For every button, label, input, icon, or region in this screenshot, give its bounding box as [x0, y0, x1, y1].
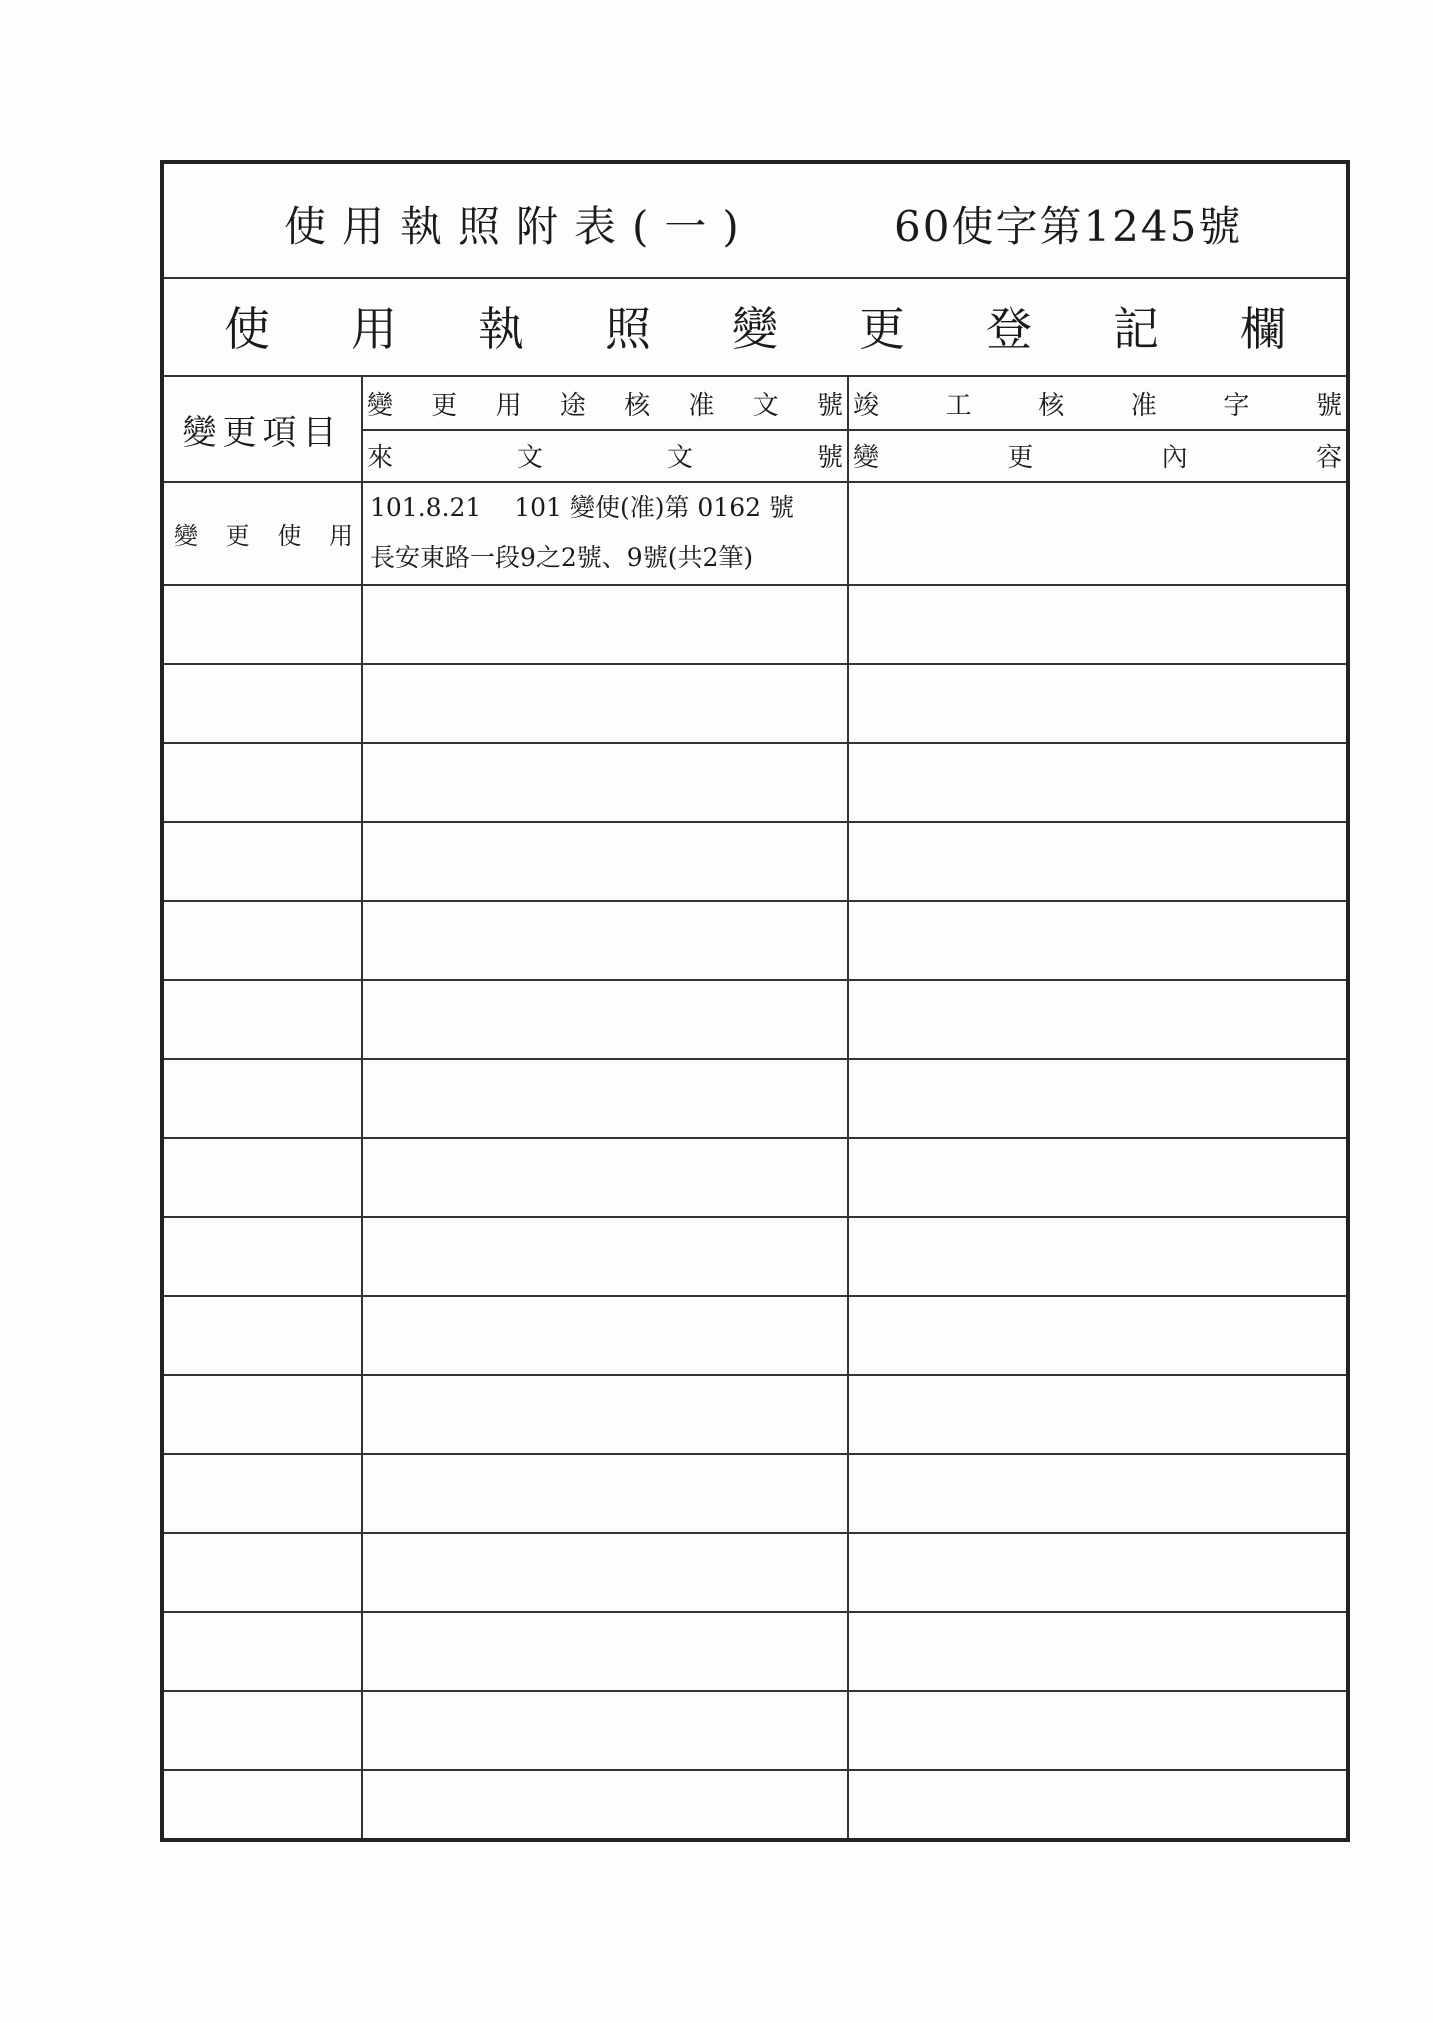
row-line: [164, 1611, 1346, 1613]
item-char: 更: [225, 521, 250, 550]
column-divider: [847, 377, 849, 1838]
header-char: 字: [1223, 390, 1250, 421]
header-char: 文: [516, 442, 543, 473]
row-line: [164, 1769, 1346, 1771]
item-char: 用: [328, 521, 353, 550]
form-title: 使用執照附表(一): [284, 202, 755, 251]
heading-char: 執: [478, 302, 524, 356]
header-char: 更: [1007, 442, 1034, 473]
row-line: [164, 1058, 1346, 1060]
item-char: 變: [174, 521, 198, 550]
heading-char: 照: [605, 302, 651, 356]
col2-header-top: [363, 377, 847, 429]
header-char: 號: [816, 390, 843, 421]
header-char: 變: [853, 442, 880, 473]
row-line: [164, 663, 1346, 665]
row-line: [164, 742, 1346, 744]
heading-char: 記: [1113, 302, 1159, 356]
header-char: 核: [624, 390, 651, 421]
header-char: 更: [431, 390, 458, 421]
header-char: 用: [495, 390, 522, 421]
header-char: 竣: [853, 390, 880, 421]
entry-document-info: [370, 483, 840, 583]
header-subdivider: [361, 429, 1346, 431]
entry-address: 長安東路一段9之2號、9號(共2筆): [370, 543, 754, 572]
heading-char: 登: [986, 302, 1032, 356]
col3-header-bottom: [849, 429, 1346, 481]
item-char: 使: [277, 521, 302, 550]
row-line: [164, 1532, 1346, 1534]
header-char: 來: [367, 442, 394, 473]
item-column-header: 變更項目: [182, 412, 343, 453]
heading-char: 使: [224, 302, 270, 356]
license-number: 60使字第1245號: [894, 202, 1243, 251]
entry-approval-number: 101.8.21 101 變使(准)第 0162 號: [370, 493, 794, 522]
heading-char: 欄: [1240, 302, 1286, 356]
col3-header-top: [849, 377, 1346, 429]
column-divider: [361, 377, 363, 1838]
header-char: 號: [1315, 390, 1342, 421]
header-char: 變: [367, 390, 394, 421]
row-line: [164, 821, 1346, 823]
row-line: [164, 900, 1346, 902]
heading-char: 變: [732, 302, 778, 356]
header-char: 文: [752, 390, 779, 421]
row-line: [164, 1295, 1346, 1297]
section-heading: [164, 277, 1346, 377]
row-line: [164, 1374, 1346, 1376]
header-char: 途: [559, 390, 586, 421]
header-char: 准: [688, 390, 715, 421]
form-grid: [164, 377, 1346, 1838]
registration-form: [160, 160, 1350, 1842]
row-line: [164, 979, 1346, 981]
header-char: 號: [816, 442, 843, 473]
header-char: 內: [1161, 442, 1188, 473]
header-char: 文: [666, 442, 693, 473]
header-char: 容: [1315, 442, 1342, 473]
col2-header-bottom: [363, 429, 847, 481]
header-char: 准: [1130, 390, 1157, 421]
row-line: [164, 584, 1346, 586]
heading-char: 用: [351, 302, 397, 356]
form-title-row: [164, 164, 1346, 279]
row-line: [164, 1216, 1346, 1218]
row-line: [164, 1690, 1346, 1692]
row-line: [164, 1453, 1346, 1455]
header-char: 核: [1038, 390, 1065, 421]
header-char: 工: [945, 390, 972, 421]
heading-char: 更: [859, 302, 905, 356]
entry-item-label: [164, 483, 361, 583]
row-line: [164, 1137, 1346, 1139]
